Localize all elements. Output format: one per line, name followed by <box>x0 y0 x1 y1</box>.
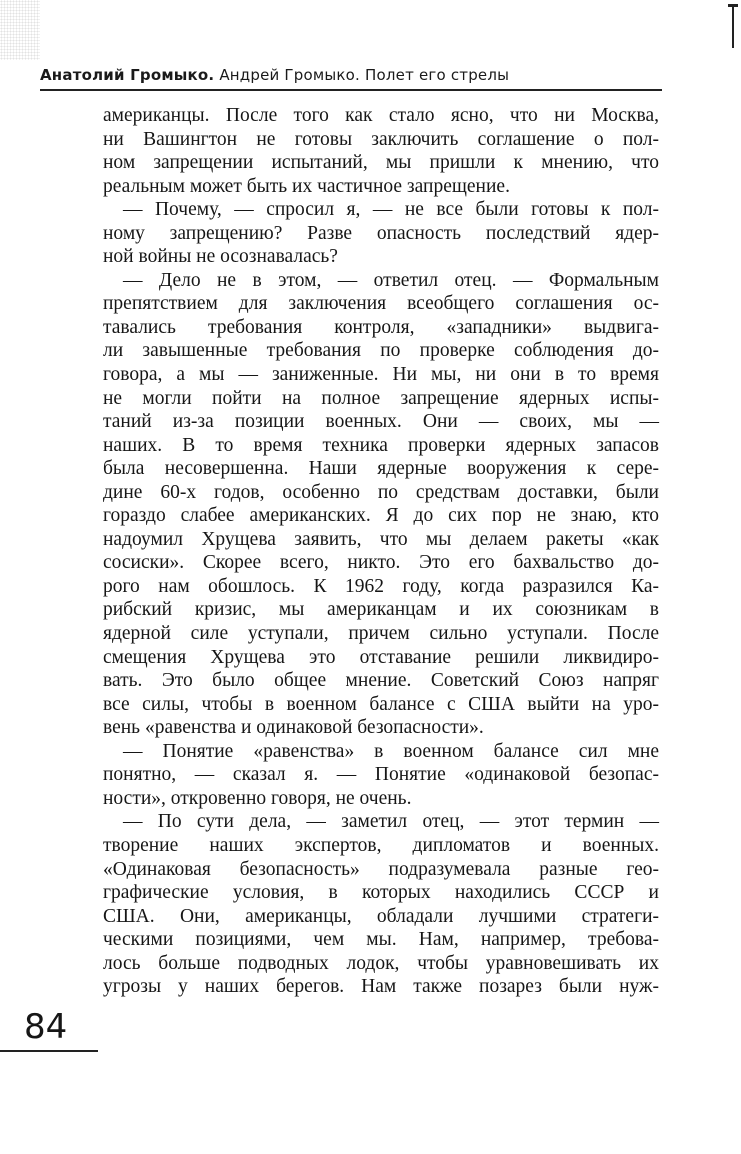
text-line: ядерной силе уступали, причем сильно уступали. После <box>103 623 659 645</box>
header-rule <box>40 89 662 91</box>
running-header <box>40 66 509 84</box>
text-line: графические условия, в которых находились СССР и <box>103 882 659 904</box>
text-line: лось больше подводных лодок, чтобы уравновешивать их <box>103 952 659 974</box>
text-line: ни Вашингтон не готовы заключить соглашение о пол- <box>103 128 659 150</box>
text-line: понятно, — сказал я. — Понятие «одинаковой безопас- <box>103 764 659 786</box>
text-line: США. Они, американцы, обладали лучшими стратеги- <box>103 905 659 927</box>
text-line: «Одинаковая безопасность» подразумевала разные гео- <box>103 858 659 880</box>
text-line: была несовершенна. Наши ядерные вооружения к сере- <box>103 458 659 480</box>
text-line: реальным может быть их частичное запрещение. <box>103 175 510 197</box>
crop-mark-vertical <box>732 4 734 48</box>
text-line: рибский кризис, мы американцам и их союзникам в <box>103 599 659 621</box>
text-line: творение наших экспертов, дипломатов и военных. <box>103 834 659 856</box>
text-line: дине 60-х годов, особенно по средствам доставки, были <box>103 481 659 503</box>
text-line: — Почему, — спросил я, — не все были готовы к пол- <box>123 199 659 221</box>
text-line: ческими позициями, чем мы. Нам, например, требова- <box>103 929 659 951</box>
text-line: не могли пойти на полное запрещение ядерных испы- <box>103 387 659 409</box>
text-line: — Понятие «равенства» в военном балансе сил мне <box>123 740 659 762</box>
scan-speckle <box>0 0 40 60</box>
text-line: — Дело не в этом, — ответил отец. — Формальным <box>123 269 659 291</box>
text-line: ному запрещению? Разве опасность последствий ядер- <box>103 222 659 244</box>
text-line: угрозы у наших берегов. Нам также позарез были нуж- <box>103 976 659 998</box>
text-line: таний из-за позиции военных. Они — своих, мы — <box>103 411 659 433</box>
text-line: — По сути дела, — заметил отец, — этот термин — <box>123 811 659 833</box>
crop-mark <box>728 4 738 48</box>
text-line: тавались требования контроля, «западники» выдвига- <box>103 316 659 338</box>
body-text <box>103 104 659 999</box>
text-line: ли завышенные требования по проверке соблюдения до- <box>103 340 659 362</box>
text-line: ной войны не осознавалась? <box>103 246 338 268</box>
page-number: 84 <box>24 1007 68 1047</box>
text-line: сосиски». Скорее всего, никто. Это его бахвальство до- <box>103 552 659 574</box>
text-line: рого нам обошлось. К 1962 году, когда разразился Ка- <box>103 575 659 597</box>
text-line: смещения Хрущева это отставание решили ликвидиро- <box>103 646 659 668</box>
text-line: все силы, чтобы в военном балансе с США выйти на уро- <box>103 693 659 715</box>
text-line: гораздо слабее американских. Я до сих пор не знаю, кто <box>103 505 659 527</box>
text-line: говора, а мы — заниженные. Ни мы, ни они в то время <box>103 364 659 386</box>
text-line: препятствием для заключения всеобщего соглашения ос- <box>103 293 659 315</box>
text-line: американцы. После того как стало ясно, что ни Москва, <box>103 105 659 126</box>
running-header-author: Анатолий Громыко. <box>40 66 215 84</box>
text-line: вать. Это было общее мнение. Советский Союз напряг <box>103 670 659 692</box>
page-number-rule <box>0 1050 98 1052</box>
text-line: ном запрещении испытаний, мы пришли к мнению, что <box>103 152 659 174</box>
text-line: ности», откровенно говоря, не очень. <box>103 787 412 809</box>
text-line: вень «равенства и одинаковой безопасности». <box>103 717 484 739</box>
running-header-title: Андрей Громыко. Полет его стрелы <box>219 66 510 84</box>
text-line: надоумил Хрущева заявить, что мы делаем ракеты «как <box>103 528 659 550</box>
text-line: наших. В то время техника проверки ядерных запасов <box>103 434 659 456</box>
